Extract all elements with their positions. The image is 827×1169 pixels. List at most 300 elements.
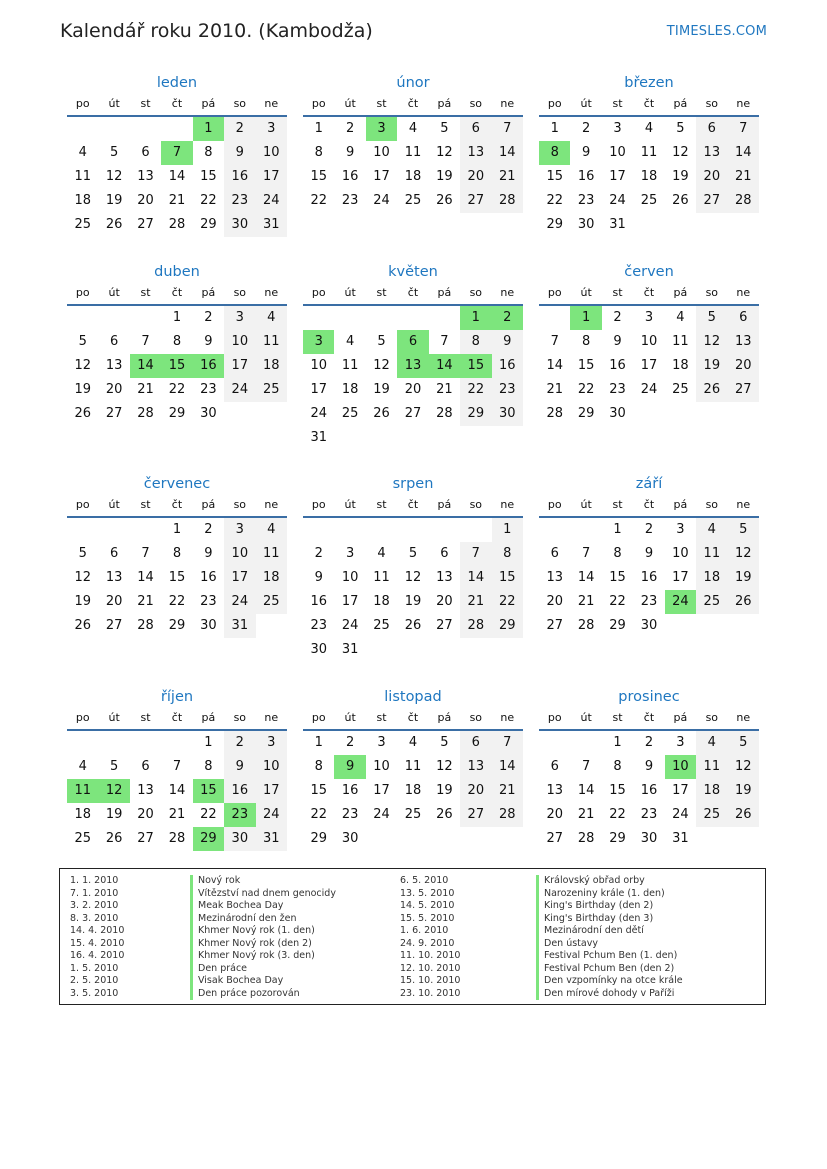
day-grid (67, 518, 287, 638)
day-cell: 22 (546, 193, 563, 208)
day-cell: 23 (609, 382, 626, 397)
weekday-label: ne (264, 498, 279, 511)
day-cell: 21 (436, 382, 453, 397)
holiday-day: 6 (397, 330, 428, 354)
day-cell: 2 (204, 522, 213, 537)
legend-holiday-name: Den mírové dohody v Paříži (536, 988, 683, 1001)
day-cell: 24 (609, 193, 626, 208)
month-name: prosinec (618, 689, 680, 705)
day-grid (67, 731, 287, 851)
legend-date: 15. 4. 2010 (70, 937, 125, 949)
day-cell: 23 (492, 378, 523, 402)
weekday-label: st (612, 498, 623, 511)
day-cell: 15 (492, 566, 523, 590)
weekday-label: po (75, 286, 90, 299)
weekday-label: so (233, 97, 247, 110)
legend-date: 14. 4. 2010 (70, 925, 125, 936)
day-cell: 7 (581, 759, 591, 774)
empty-cell (397, 306, 428, 330)
weekday-label: pá (673, 286, 688, 299)
day-cell: 29 (460, 402, 491, 426)
day-cell: 13 (436, 570, 453, 585)
legend-date-column (70, 875, 124, 1000)
day-cell: 19 (728, 566, 759, 590)
holiday-day: 7 (161, 141, 192, 165)
day-cell: 29 (577, 406, 595, 421)
empty-cell (334, 306, 365, 330)
weekday-label: so (233, 498, 247, 511)
day-cell: 23 (341, 193, 359, 208)
weekday-label: čt (407, 97, 419, 110)
day-cell: 2 (644, 522, 654, 537)
day-cell: 4 (78, 145, 87, 160)
day-cell: 7 (581, 546, 591, 561)
legend-holiday-name: King's Birthday (den 2) (536, 900, 683, 913)
day-cell: 31 (256, 213, 287, 237)
day-cell: 11 (640, 145, 658, 160)
day-cell: 13 (105, 570, 123, 585)
day-cell: 22 (200, 807, 217, 822)
day-cell: 28 (137, 618, 154, 633)
day-cell: 23 (577, 193, 595, 208)
day-cell: 11 (404, 145, 422, 160)
day-cell: 30 (341, 831, 359, 846)
day-cell: 22 (460, 378, 491, 402)
legend-name-column (536, 875, 683, 1000)
legend-holiday-name: Den ústavy (536, 938, 683, 951)
month-block (539, 73, 759, 237)
month-block (67, 262, 287, 426)
weekday-label: út (344, 97, 356, 110)
weekday-header (539, 93, 759, 117)
day-cell: 12 (696, 330, 727, 354)
day-cell: 2 (345, 735, 355, 750)
day-cell: 9 (644, 759, 654, 774)
day-cell: 4 (256, 306, 287, 330)
day-cell: 10 (224, 542, 255, 566)
day-cell: 20 (105, 594, 123, 609)
day-cell: 19 (74, 382, 91, 397)
legend-holiday-name: Khmer Nový rok (1. den) (190, 925, 336, 938)
day-cell: 23 (200, 382, 217, 397)
weekday-label: čt (407, 286, 419, 299)
legend-date: 3. 2. 2010 (70, 900, 119, 911)
day-cell: 17 (672, 570, 689, 585)
day-cell: 15 (168, 570, 186, 585)
day-cell: 30 (640, 831, 658, 846)
day-cell: 11 (74, 169, 91, 184)
legend-date: 15. 5. 2010 (400, 912, 455, 924)
weekday-label: čt (171, 498, 183, 511)
weekday-label: čt (407, 498, 419, 511)
day-cell: 21 (460, 590, 491, 614)
holiday-day: 14 (429, 354, 460, 378)
day-cell: 8 (172, 546, 182, 561)
day-cell: 29 (168, 618, 186, 633)
month-name: listopad (384, 689, 442, 705)
day-cell: 11 (696, 755, 727, 779)
day-cell: 10 (341, 570, 359, 585)
weekday-label: pá (201, 711, 216, 724)
weekday-label: pá (673, 711, 688, 724)
day-cell: 20 (137, 193, 154, 208)
day-cell: 26 (696, 378, 727, 402)
weekday-label: út (108, 711, 120, 724)
day-cell: 21 (168, 807, 186, 822)
day-cell: 15 (310, 783, 327, 798)
day-cell: 21 (492, 165, 523, 189)
day-cell: 24 (310, 406, 327, 421)
day-cell: 28 (137, 406, 154, 421)
empty-cell (98, 731, 129, 755)
weekday-header (303, 494, 523, 518)
weekday-label: po (311, 97, 326, 110)
weekday-label: po (311, 498, 326, 511)
day-cell: 6 (550, 546, 559, 561)
month-name: červen (624, 264, 674, 280)
legend-date: 3. 5. 2010 (70, 987, 119, 999)
day-cell: 5 (377, 334, 386, 349)
month-block (303, 687, 523, 851)
day-cell: 9 (224, 755, 255, 779)
day-cell: 22 (310, 807, 327, 822)
empty-cell (98, 306, 129, 330)
weekday-label: st (140, 711, 151, 724)
day-cell: 4 (377, 546, 386, 561)
day-cell: 31 (672, 831, 689, 846)
empty-cell (130, 117, 161, 141)
day-cell: 21 (577, 594, 595, 609)
day-cell: 16 (640, 783, 658, 798)
holiday-day: 3 (303, 330, 334, 354)
weekday-header (303, 93, 523, 117)
day-cell: 27 (546, 831, 563, 846)
day-cell: 16 (492, 354, 523, 378)
day-cell: 7 (460, 542, 491, 566)
day-grid (303, 117, 523, 213)
day-cell: 4 (644, 121, 654, 136)
day-cell: 3 (613, 121, 622, 136)
weekday-label: út (108, 286, 120, 299)
day-cell: 28 (728, 189, 759, 213)
day-cell: 10 (609, 145, 626, 160)
day-cell: 10 (640, 334, 658, 349)
day-cell: 30 (577, 217, 595, 232)
weekday-label: ne (264, 711, 279, 724)
day-cell: 25 (74, 217, 91, 232)
day-cell: 6 (141, 145, 150, 160)
day-grid (539, 117, 759, 237)
day-cell: 1 (172, 310, 182, 325)
day-cell: 12 (373, 358, 390, 373)
day-cell: 14 (168, 783, 186, 798)
holiday-legend (59, 868, 766, 1005)
day-cell: 23 (224, 189, 255, 213)
weekday-label: út (580, 286, 592, 299)
day-cell: 11 (696, 542, 727, 566)
legend-holiday-name: Mezinárodní den žen (190, 913, 336, 926)
day-cell: 29 (492, 614, 523, 638)
day-cell: 31 (609, 217, 626, 232)
day-cell: 14 (577, 570, 595, 585)
day-cell: 23 (640, 807, 658, 822)
day-cell: 29 (200, 217, 217, 232)
day-cell: 31 (310, 430, 327, 445)
day-cell: 15 (546, 169, 563, 184)
weekday-label: čt (643, 286, 655, 299)
day-cell: 17 (640, 358, 658, 373)
day-cell: 13 (696, 141, 727, 165)
day-cell: 18 (373, 594, 390, 609)
holiday-day: 8 (539, 141, 570, 165)
day-cell: 12 (74, 570, 91, 585)
day-cell: 17 (256, 165, 287, 189)
day-cell: 25 (696, 803, 727, 827)
empty-cell (429, 306, 460, 330)
day-cell: 1 (204, 735, 213, 750)
weekday-label: po (547, 711, 562, 724)
day-cell: 7 (141, 546, 150, 561)
weekday-label: so (705, 97, 719, 110)
day-grid (539, 306, 759, 426)
day-cell: 8 (581, 334, 591, 349)
day-cell: 25 (696, 590, 727, 614)
legend-name-column (190, 875, 336, 1000)
empty-cell (161, 117, 192, 141)
day-cell: 18 (256, 354, 287, 378)
day-cell: 10 (256, 755, 287, 779)
day-cell: 4 (256, 518, 287, 542)
day-cell: 20 (460, 165, 491, 189)
weekday-label: ne (736, 498, 751, 511)
day-cell: 4 (696, 731, 727, 755)
day-cell: 28 (546, 406, 563, 421)
day-cell: 14 (137, 570, 154, 585)
day-cell: 14 (492, 141, 523, 165)
legend-holiday-name: Vítězství nad dnem genocidy (190, 888, 336, 901)
day-cell: 26 (105, 831, 123, 846)
page-title: Kalendář roku 2010. (Kambodža) (60, 20, 373, 42)
legend-date: 12. 10. 2010 (400, 962, 461, 974)
legend-holiday-name: Den práce pozorován (190, 988, 336, 1001)
weekday-label: po (547, 498, 562, 511)
day-cell: 30 (492, 402, 523, 426)
day-cell: 28 (436, 406, 453, 421)
day-cell: 23 (640, 594, 658, 609)
day-cell: 12 (728, 755, 759, 779)
weekday-label: pá (201, 286, 216, 299)
day-cell: 14 (460, 566, 491, 590)
day-cell: 10 (672, 546, 689, 561)
empty-cell (570, 731, 601, 755)
month-name: únor (396, 75, 430, 91)
day-cell: 4 (696, 518, 727, 542)
day-cell: 8 (204, 759, 213, 774)
empty-cell (67, 518, 98, 542)
day-grid (67, 306, 287, 426)
day-cell: 27 (137, 831, 154, 846)
day-cell: 27 (436, 618, 453, 633)
day-cell: 8 (172, 334, 182, 349)
day-cell: 24 (256, 189, 287, 213)
day-cell: 26 (436, 193, 453, 208)
day-cell: 5 (728, 731, 759, 755)
day-cell: 2 (314, 546, 323, 561)
legend-date-column (400, 875, 460, 1000)
day-cell: 9 (613, 334, 622, 349)
weekday-label: po (311, 286, 326, 299)
legend-holiday-name: Den vzpomínky na otce krále (536, 975, 683, 988)
day-cell: 3 (676, 522, 685, 537)
day-cell: 16 (200, 570, 217, 585)
day-cell: 21 (137, 382, 154, 397)
empty-cell (130, 306, 161, 330)
empty-cell (130, 518, 161, 542)
day-cell: 8 (204, 145, 213, 160)
weekday-label: út (344, 286, 356, 299)
day-cell: 16 (341, 169, 359, 184)
day-cell: 24 (341, 618, 359, 633)
day-cell: 15 (609, 570, 626, 585)
empty-cell (67, 117, 98, 141)
day-cell: 8 (613, 546, 622, 561)
day-cell: 22 (310, 193, 327, 208)
day-cell: 7 (141, 334, 150, 349)
day-cell: 15 (200, 169, 217, 184)
weekday-label: pá (437, 286, 452, 299)
weekday-label: st (376, 711, 387, 724)
weekday-header (303, 282, 523, 306)
day-cell: 9 (204, 334, 213, 349)
day-cell: 20 (546, 807, 563, 822)
legend-date: 15. 10. 2010 (400, 975, 461, 986)
day-cell: 29 (168, 406, 186, 421)
empty-cell (539, 731, 570, 755)
day-cell: 6 (141, 759, 150, 774)
legend-date: 13. 5. 2010 (400, 887, 455, 899)
day-cell: 19 (74, 594, 91, 609)
empty-cell (397, 518, 428, 542)
day-cell: 25 (672, 382, 689, 397)
weekday-label: st (376, 498, 387, 511)
day-cell: 8 (314, 759, 323, 774)
day-cell: 24 (256, 803, 287, 827)
day-cell: 2 (204, 310, 213, 325)
day-cell: 16 (640, 570, 658, 585)
day-cell: 16 (224, 165, 255, 189)
day-cell: 26 (74, 618, 91, 633)
day-cell: 15 (310, 169, 327, 184)
day-cell: 16 (577, 169, 595, 184)
day-cell: 30 (200, 618, 217, 633)
day-cell: 6 (728, 306, 759, 330)
day-cell: 30 (200, 406, 217, 421)
day-cell: 29 (609, 618, 626, 633)
day-cell: 11 (256, 542, 287, 566)
day-cell: 18 (74, 193, 91, 208)
day-cell: 6 (550, 759, 559, 774)
day-cell: 16 (609, 358, 626, 373)
holiday-day: 10 (665, 755, 696, 779)
weekday-label: út (580, 711, 592, 724)
day-cell: 25 (341, 406, 359, 421)
day-cell: 25 (74, 831, 91, 846)
holiday-day: 15 (193, 779, 224, 803)
weekday-label: st (376, 286, 387, 299)
day-cell: 1 (314, 121, 323, 136)
weekday-label: ne (264, 286, 279, 299)
day-cell: 5 (440, 121, 449, 136)
day-cell: 7 (550, 334, 559, 349)
weekday-header (539, 707, 759, 731)
weekday-label: čt (171, 286, 183, 299)
day-cell: 13 (137, 169, 154, 184)
day-cell: 22 (200, 193, 217, 208)
weekday-label: po (75, 97, 90, 110)
holiday-day: 9 (334, 755, 365, 779)
day-cell: 19 (436, 783, 453, 798)
day-cell: 27 (404, 406, 422, 421)
day-cell: 27 (105, 618, 123, 633)
day-cell: 11 (373, 570, 390, 585)
day-cell: 18 (341, 382, 359, 397)
legend-holiday-name: Festival Pchum Ben (den 2) (536, 963, 683, 976)
day-cell: 20 (546, 594, 563, 609)
day-cell: 7 (728, 117, 759, 141)
holiday-day: 13 (397, 354, 428, 378)
weekday-label: ne (736, 97, 751, 110)
day-cell: 3 (224, 306, 255, 330)
day-cell: 20 (105, 382, 123, 397)
legend-date: 1. 1. 2010 (70, 875, 119, 886)
holiday-day: 12 (98, 779, 129, 803)
day-cell: 1 (613, 735, 622, 750)
weekday-label: pá (437, 711, 452, 724)
day-cell: 21 (728, 165, 759, 189)
holiday-day: 24 (665, 590, 696, 614)
weekday-label: so (469, 498, 483, 511)
month-block (539, 687, 759, 851)
day-cell: 9 (224, 141, 255, 165)
day-cell: 13 (105, 358, 123, 373)
day-cell: 24 (672, 807, 689, 822)
day-cell: 5 (408, 546, 418, 561)
month-name: duben (154, 264, 200, 280)
day-cell: 10 (373, 759, 390, 774)
legend-holiday-name: Mezinárodní den dětí (536, 925, 683, 938)
day-cell: 6 (109, 334, 119, 349)
day-cell: 19 (373, 382, 390, 397)
legend-holiday-name: Meak Bochea Day (190, 900, 336, 913)
weekday-label: ne (264, 97, 279, 110)
day-cell: 19 (404, 594, 422, 609)
day-cell: 2 (224, 117, 255, 141)
day-cell: 14 (546, 358, 563, 373)
day-cell: 23 (310, 618, 327, 633)
day-cell: 4 (345, 334, 355, 349)
day-cell: 28 (577, 831, 595, 846)
day-cell: 26 (728, 590, 759, 614)
day-cell: 12 (436, 145, 453, 160)
day-cell: 25 (256, 378, 287, 402)
day-cell: 3 (224, 518, 255, 542)
day-cell: 6 (109, 546, 119, 561)
site-link[interactable]: TIMESLES.COM (666, 24, 767, 39)
day-cell: 10 (373, 145, 390, 160)
day-cell: 7 (440, 334, 449, 349)
day-cell: 6 (696, 117, 727, 141)
day-cell: 4 (78, 759, 87, 774)
